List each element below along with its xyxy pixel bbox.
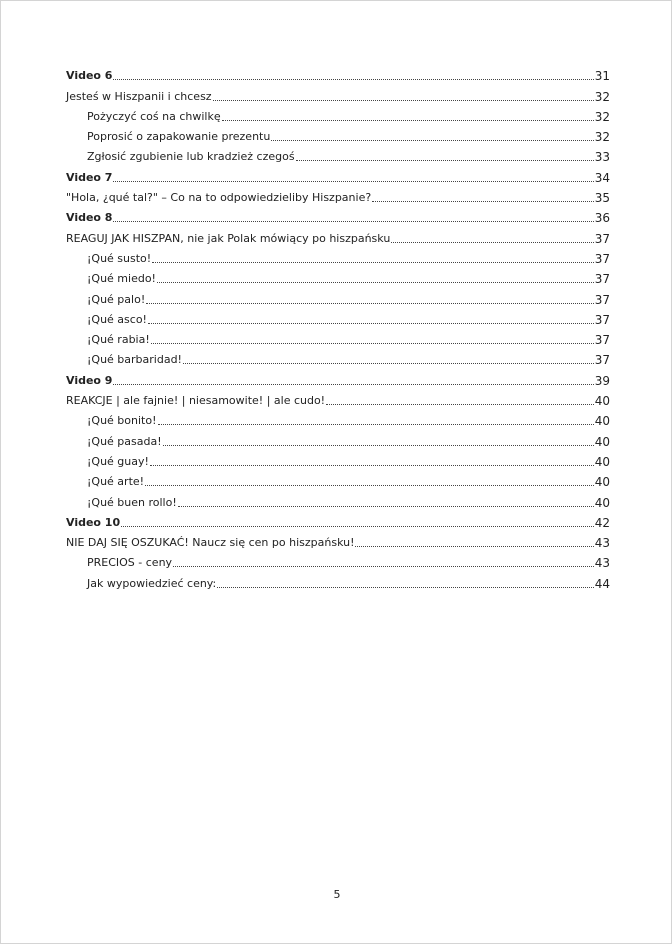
- toc-entry-page-number: 35: [594, 191, 610, 206]
- toc-entry-title: Video 6: [66, 69, 113, 83]
- toc-entry[interactable]: [66, 225, 610, 245]
- toc-entry-page-number: 37: [594, 251, 610, 266]
- toc-subentry[interactable]: [66, 347, 610, 367]
- dot-leader: [151, 343, 594, 344]
- toc-entry-title: PRECIOS - ceny: [87, 556, 173, 570]
- dot-leader: [173, 566, 594, 567]
- toc-entry-page-number: 43: [594, 556, 610, 571]
- toc-entry-title: ¡Qué asco!: [87, 312, 147, 326]
- toc-entry-page-number: 40: [594, 454, 610, 469]
- toc-subentry[interactable]: [66, 408, 610, 428]
- toc-entry[interactable]: [66, 185, 610, 205]
- toc-entry-page-number: 37: [594, 312, 610, 327]
- toc-entry-title: ¡Qué palo!: [87, 292, 146, 306]
- toc-entry-title: ¡Qué pasada!: [87, 434, 162, 448]
- toc-entry-page-number: 37: [594, 333, 610, 348]
- dot-leader: [150, 465, 594, 466]
- toc-entry-title: ¡Qué miedo!: [87, 272, 156, 286]
- toc-subentry[interactable]: [66, 469, 610, 489]
- toc-entry[interactable]: [66, 367, 610, 387]
- toc-subentry[interactable]: [66, 124, 610, 144]
- toc-entry-page-number: 44: [594, 576, 610, 591]
- toc-entry-title: REAKCJE | ale fajnie! | niesamowite! | ale cudo!: [66, 394, 326, 408]
- toc-entry-title: REAGUJ JAK HISZPAN, nie jak Polak mówiący po hiszpańsku: [66, 231, 391, 245]
- dot-leader: [121, 526, 594, 527]
- dot-leader: [113, 384, 593, 385]
- dot-leader: [326, 404, 594, 405]
- toc-subentry[interactable]: [66, 449, 610, 469]
- toc-entry-title: ¡Qué barbaridad!: [87, 353, 182, 367]
- toc-entry[interactable]: [66, 83, 610, 103]
- toc-entry-page-number: 31: [594, 69, 610, 84]
- dot-leader: [271, 140, 593, 141]
- toc-entry[interactable]: [66, 510, 610, 530]
- toc-entry-title: ¡Qué buen rollo!: [87, 495, 177, 509]
- dot-leader: [296, 160, 594, 161]
- dot-leader: [213, 100, 594, 101]
- toc-entry[interactable]: [66, 530, 610, 550]
- toc-entry-page-number: 40: [594, 414, 610, 429]
- toc-subentry[interactable]: [66, 550, 610, 570]
- toc-entry-title: Jesteś w Hiszpanii i chcesz: [66, 89, 212, 103]
- dot-leader: [146, 303, 593, 304]
- dot-leader: [222, 120, 594, 121]
- dot-leader: [152, 262, 594, 263]
- dot-leader: [178, 506, 594, 507]
- dot-leader: [391, 242, 593, 243]
- toc-entry-title: ¡Qué bonito!: [87, 414, 157, 428]
- dot-leader: [163, 445, 594, 446]
- toc-entry-title: Zgłosić zgubienie lub kradzież czegoś: [87, 150, 295, 164]
- toc-entry-title: ¡Qué susto!: [87, 251, 152, 265]
- toc-entry-title: Pożyczyć coś na chwilkę: [87, 109, 221, 123]
- toc-subentry[interactable]: [66, 266, 610, 286]
- toc-entry-page-number: 36: [594, 211, 610, 226]
- toc-entry-title: ¡Qué arte!: [87, 475, 145, 489]
- toc-subentry[interactable]: [66, 246, 610, 266]
- toc-entry-page-number: 32: [594, 130, 610, 145]
- dot-leader: [355, 546, 593, 547]
- toc-subentry[interactable]: [66, 428, 610, 448]
- toc-subentry[interactable]: [66, 104, 610, 124]
- toc-entry-title: Video 8: [66, 211, 113, 225]
- dot-leader: [113, 79, 593, 80]
- toc-entry[interactable]: [66, 205, 610, 225]
- dot-leader: [158, 424, 594, 425]
- toc-entry-page-number: 32: [594, 89, 610, 104]
- toc-entry-page-number: 40: [594, 475, 610, 490]
- dot-leader: [217, 587, 594, 588]
- toc-entry-page-number: 40: [594, 434, 610, 449]
- toc-entry-page-number: 40: [594, 495, 610, 510]
- toc-subentry[interactable]: [66, 489, 610, 509]
- toc-entry-title: Poprosić o zapakowanie prezentu: [87, 130, 271, 144]
- toc-entry[interactable]: [66, 164, 610, 184]
- toc-entry-page-number: 42: [594, 515, 610, 530]
- toc-entry[interactable]: [66, 388, 610, 408]
- toc-entry-title: NIE DAJ SIĘ OSZUKAĆ! Naucz się cen po hiszpańsku!: [66, 536, 355, 550]
- toc-entry-title: ¡Qué guay!: [87, 454, 149, 468]
- dot-leader: [113, 181, 593, 182]
- dot-leader: [113, 221, 593, 222]
- toc-entry-title: ¡Qué rabia!: [87, 333, 150, 347]
- dot-leader: [372, 201, 594, 202]
- toc-entry-page-number: 37: [594, 353, 610, 368]
- toc-subentry[interactable]: [66, 286, 610, 306]
- dot-leader: [183, 363, 594, 364]
- toc-entry-title: Jak wypowiedzieć ceny:: [87, 576, 217, 590]
- toc-entry[interactable]: [66, 63, 610, 83]
- toc-entry-page-number: 37: [594, 272, 610, 287]
- toc-entry-page-number: 40: [594, 394, 610, 409]
- toc-entry-page-number: 32: [594, 109, 610, 124]
- dot-leader: [157, 282, 594, 283]
- toc-entry-page-number: 43: [594, 536, 610, 551]
- dot-leader: [148, 323, 594, 324]
- toc-subentry[interactable]: [66, 144, 610, 164]
- table-of-contents: [66, 63, 610, 591]
- toc-entry-title: Video 9: [66, 373, 113, 387]
- toc-entry-title: Video 10: [66, 515, 121, 529]
- toc-entry-page-number: 34: [594, 170, 610, 185]
- toc-entry-page-number: 33: [594, 150, 610, 165]
- toc-entry-title: "Hola, ¿qué tal?" – Co na to odpowiedzieliby Hiszpanie?: [66, 191, 372, 205]
- toc-entry-title: Video 7: [66, 170, 113, 184]
- toc-entry-page-number: 37: [594, 231, 610, 246]
- toc-subentry[interactable]: [66, 327, 610, 347]
- toc-entry-page-number: 37: [594, 292, 610, 307]
- dot-leader: [145, 485, 594, 486]
- toc-subentry[interactable]: [66, 570, 610, 590]
- footer-page-number: 5: [333, 888, 341, 901]
- toc-subentry[interactable]: [66, 307, 610, 327]
- toc-entry-page-number: 39: [594, 373, 610, 388]
